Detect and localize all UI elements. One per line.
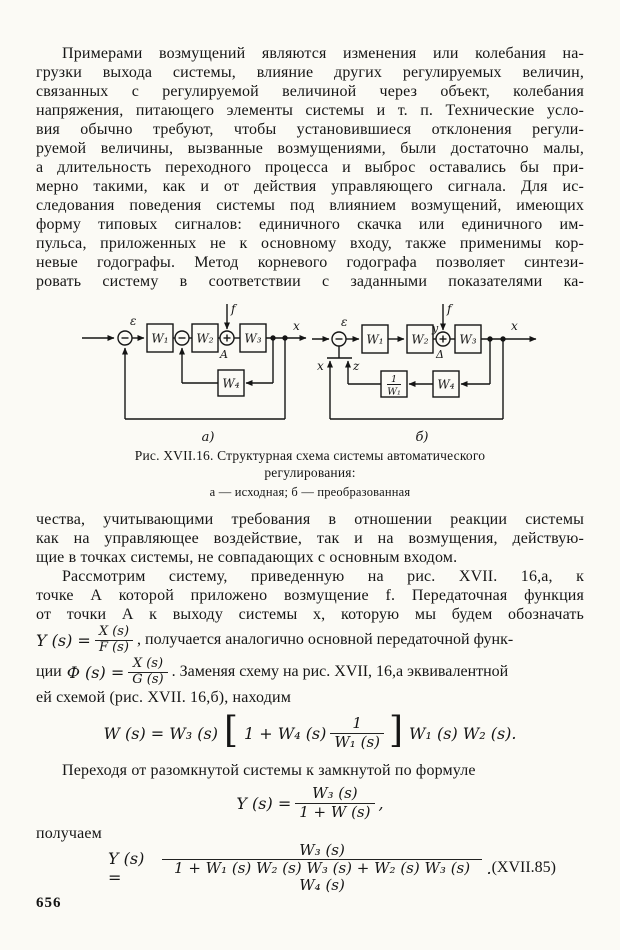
open-bracket: [ [223,710,238,751]
epsilon-label: ε [130,314,137,328]
w3-label: W₃ [244,331,262,346]
text-line: точке А которой приложено возмущение f. Передаточная функция [36,587,584,604]
block-diagram-b [310,297,540,445]
w2-label: W₂ [411,332,429,347]
text-line: чества, учитывающими требования в отношении реакции системы [36,511,584,528]
fraction [295,785,374,821]
w2-label: W₂ [196,331,214,346]
numerator: W₃ (s) [299,840,345,859]
z-feedback-label: z [353,359,360,373]
text-line: от точки А к выходу системы x, которую мы будем обозначать [36,606,584,623]
text-line: как на управляющее воздействие, так и на возмущения, действую- [36,530,584,547]
x-output-label: x [511,319,518,333]
denominator: 1 + W₁ (s) W₂ (s) W₃ (s) + W₂ (s) W₃ (s) W₄ (s) [162,859,483,895]
y-label: y [432,322,439,335]
fraction [128,657,167,688]
math-lhs: Y (s) = [236,793,292,813]
w4-label: W₄ [437,377,455,392]
math-lhs: W (s) = W₃ (s) [103,723,218,743]
caption-line-1: Рис. XVII.16. Структурная схема системы автоматического [134,448,486,463]
text-line: руемой величины, вызванные возмущениями, были достаточно малы, [36,140,584,157]
text-line: ей схемой (рис. XVII. 16,б), находим [36,689,291,706]
display-formula-w [36,711,584,755]
inline-formula-y [36,624,584,656]
text-continuation: , получается аналогично основной передаточной функ- [137,631,514,648]
fraction [162,842,483,895]
paragraph-middle [36,510,584,624]
numerator: X (s) [98,623,130,639]
epsilon-label: ε [341,315,348,329]
text-continuation: . Заменяя схему на рис. XVII, 16,а эквивалентной [171,663,509,680]
f-label: f [447,302,452,316]
text-line: мерно такими, как и от действия управляющего сигнала. Для ис- [36,178,584,195]
denominator: W₁ (s) [330,733,384,751]
math-lhs: Y (s) = [36,630,91,650]
text-line: а длительность переходного процесса и выброс оставались бы при- [36,159,584,176]
math-inner: 1 + W₄ (s) [243,723,327,743]
page-number: 656 [36,895,62,911]
f-label: f [231,302,236,316]
text-line: вия обычно требуют, чтобы установившиеся отклонения регули- [36,121,584,138]
w4-label: W₄ [222,376,240,391]
display-formula-xvii-85 [36,840,584,895]
delta-label: Δ [436,348,444,361]
figure-xvii-16 [36,297,584,445]
math-rhs: W₁ (s) W₂ (s). [409,723,517,743]
text-prefix: ции [36,663,62,680]
text-line: ровать систему в соответствии с заданными показателями ка- [36,273,584,290]
w3-label: W₃ [459,332,477,347]
math-lhs: Y (s) = [108,849,145,887]
text-line: грузки выхода системы, влияние других регулируемых величин, [36,64,584,81]
text-line: невые годографы. Метод корневого годографа позволяет синтези- [36,254,584,271]
text-line: получаем [36,825,102,842]
caption-line-2: регулирования: [264,465,356,480]
text-line: следования поведения системы под влиянием возмущений, имеющих [36,197,584,214]
w1-label: W₁ [151,331,169,346]
math-lhs: Ф (s) = [66,662,125,682]
caption-subtitle: а — исходная; б — преобразованная [209,485,411,499]
text-line: щие в точках системы, не совпадающих с основным входом. [36,549,458,566]
text-line: связанных с регулируемой величиной через объект, колебания [36,83,584,100]
diagram-b-label: б) [415,430,429,445]
numerator: W₃ (s) [312,784,358,803]
numerator: X (s) [132,655,164,671]
inline-formula-phi [36,656,584,688]
block-diagram-a [80,297,310,445]
text-line: Рассмотрим систему, приведенную на рис. XVII. 16,а, к [62,568,584,585]
denominator: 1 + W (s) [295,803,374,821]
denominator: G (s) [128,672,167,688]
text-line: пульса, приложенных не к основному входу, также применимы кор- [36,235,584,252]
text-line: Примерами возмущений являются изменения или колебания на- [62,45,584,62]
paragraph-top [36,44,584,291]
figure-caption [36,447,584,500]
fraction [330,715,384,751]
text-line: форму типовых сигналов: единичного скачка или единичного им- [36,216,584,233]
close-bracket: ] [389,710,404,751]
text-line: Переходя от разомкнутой системы к замкнутой по формуле [62,762,476,779]
x-feedback-label: x [317,359,324,373]
inv-w1-denominator: W₁ [387,386,401,398]
text-line: напряжения, питающего элементы системы и т. п. Технические усло- [36,102,584,119]
math-punctuation: . [486,858,492,878]
equation-number: (XVII.85) [491,859,556,876]
numerator: 1 [352,714,362,733]
display-formula-y-closed [36,782,584,824]
point-a-label: A [220,348,228,361]
denominator: F (s) [95,640,133,656]
diagram-a-label: а) [201,430,215,445]
math-punctuation: , [378,793,384,813]
fraction [95,625,133,656]
x-label: x [293,319,300,333]
inv-w1-numerator: 1 [390,374,398,385]
w1-label: W₁ [366,332,384,347]
